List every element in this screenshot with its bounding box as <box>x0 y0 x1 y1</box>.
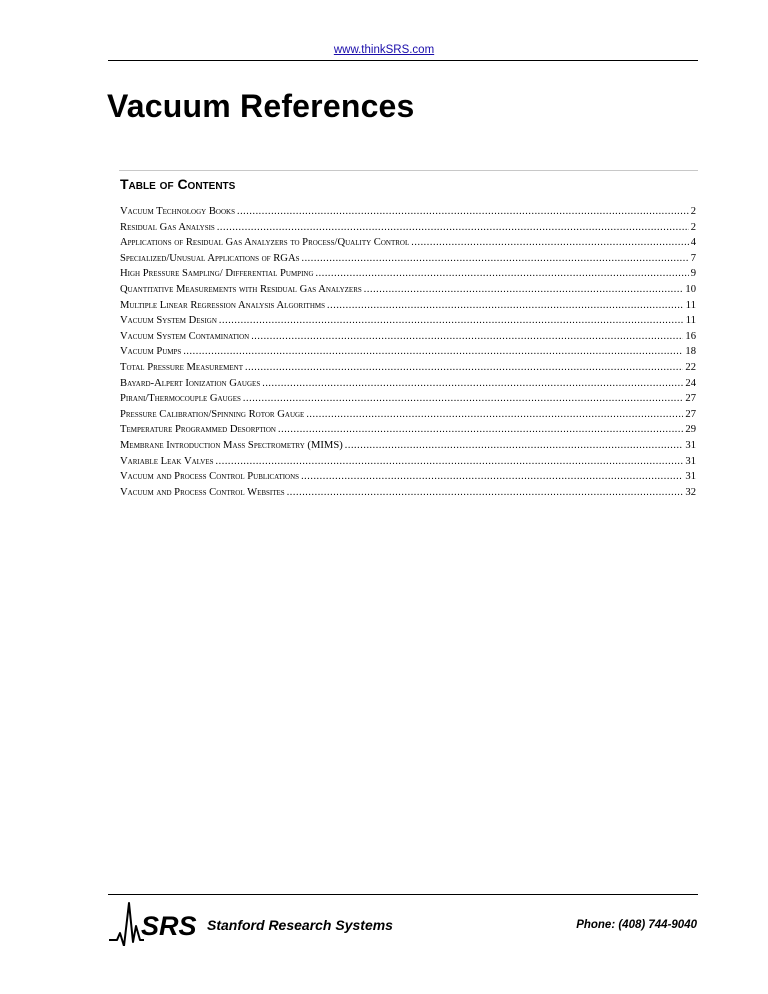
toc-leader <box>251 329 683 345</box>
toc-entry-page: 10 <box>685 283 696 295</box>
toc-entry-label: Pirani/Thermocouple Gauges <box>120 393 241 405</box>
toc-leader <box>262 376 683 392</box>
toc-entry-page: 16 <box>685 330 696 342</box>
toc-entry-label: Temperature Programmed Desorption <box>120 424 276 436</box>
toc-entry-page: 2 <box>690 206 696 217</box>
waveform-icon <box>109 903 144 946</box>
toc-entry[interactable] <box>120 329 696 345</box>
toc-entry-page: 11 <box>685 299 696 311</box>
toc-entry-page: 4 <box>690 237 696 249</box>
toc-entry-label: Bayard-Alpert Ionization Gauges <box>120 377 261 389</box>
toc-leader <box>237 204 689 220</box>
toc-entry[interactable] <box>120 204 696 220</box>
toc-leader <box>278 422 683 438</box>
toc-entry-page: 11 <box>685 315 696 327</box>
toc-entry-label: Vacuum System Contamination <box>120 330 250 342</box>
toc-leader <box>364 282 684 298</box>
toc-entry[interactable] <box>120 235 696 251</box>
toc-entry-page: 24 <box>685 377 696 389</box>
toc-entry-label: Vacuum Pumps <box>120 346 182 358</box>
toc-divider <box>119 170 698 171</box>
toc-entry-page: 32 <box>685 486 696 498</box>
toc-leader <box>327 298 684 314</box>
phone-number: Phone: (408) 744-9040 <box>576 919 697 931</box>
toc-entry-label: Multiple Linear Regression Analysis Algorithms <box>120 299 326 311</box>
toc-entry-label: Specialized/Unusual Applications of RGAs <box>120 252 300 264</box>
toc-leader <box>243 391 684 407</box>
toc-entry-page: 31 <box>685 471 696 483</box>
toc-entry-label: Variable Leak Valves <box>120 455 214 467</box>
toc-entry-page: 18 <box>685 346 696 358</box>
toc-entry-page: 7 <box>690 252 696 264</box>
toc-entry[interactable] <box>120 422 696 438</box>
toc-entry[interactable] <box>120 407 696 423</box>
toc-leader <box>217 220 689 236</box>
toc-entry-label: Vacuum and Process Control Websites <box>120 486 285 498</box>
toc-entry-label: Applications of Residual Gas Analyzers to Process/Quality Control <box>120 237 410 249</box>
toc-leader <box>345 438 684 454</box>
toc-entry[interactable] <box>120 220 696 236</box>
toc-entry[interactable] <box>120 266 696 282</box>
toc-entry-page: 29 <box>685 424 696 436</box>
toc-entry-label: Vacuum Technology Books <box>120 206 235 217</box>
toc-entry-label: Membrane Introduction Mass Spectrometry (MIMS) <box>120 439 343 451</box>
toc-entry-label: Residual Gas Analysis <box>120 221 215 233</box>
toc-heading: Table of Contents <box>120 176 236 192</box>
toc-entry-label: Quantitative Measurements with Residual Gas Analyzers <box>120 283 362 295</box>
toc-leader <box>245 360 683 376</box>
toc-entry-label: Vacuum System Design <box>120 315 217 327</box>
toc-entry-page: 27 <box>685 408 696 420</box>
toc-entry-label: Pressure Calibration/Spinning Rotor Gauge <box>120 408 305 420</box>
logo-lettering: SRS <box>141 911 197 941</box>
toc-leader <box>183 344 683 360</box>
toc-entry-label: Total Pressure Measurement <box>120 361 243 373</box>
toc-entry-page: 31 <box>685 439 696 451</box>
toc-entry[interactable] <box>120 438 696 454</box>
toc-entry-label: High Pressure Sampling/ Differential Pumping <box>120 268 314 280</box>
page-title: Vacuum References <box>107 88 415 124</box>
toc-entry[interactable] <box>120 344 696 360</box>
toc-leader <box>306 407 683 423</box>
toc-entry-label: Vacuum and Process Control Publications <box>120 471 300 483</box>
toc-entry[interactable] <box>120 298 696 314</box>
footer-divider <box>108 894 698 895</box>
toc-entry[interactable] <box>120 313 696 329</box>
toc-entry[interactable] <box>120 360 696 376</box>
toc-leader <box>411 235 688 251</box>
toc-entry[interactable] <box>120 376 696 392</box>
srs-logo <box>108 900 202 946</box>
toc-entry[interactable] <box>120 391 696 407</box>
toc-leader <box>301 251 688 267</box>
toc-leader <box>287 485 684 501</box>
toc-entry[interactable] <box>120 485 696 501</box>
toc-entry[interactable] <box>120 282 696 298</box>
toc-entry-page: 9 <box>690 268 696 280</box>
toc-leader <box>219 313 684 329</box>
toc-leader <box>316 266 689 282</box>
toc-leader <box>301 469 683 485</box>
website-link[interactable]: www.thinkSRS.com <box>333 44 435 56</box>
toc-entry-page: 22 <box>685 361 696 373</box>
company-name: Stanford Research Systems <box>207 917 393 933</box>
toc-entry-page: 27 <box>685 393 696 405</box>
toc-entry[interactable] <box>120 454 696 470</box>
toc-entry[interactable] <box>120 251 696 267</box>
table-of-contents <box>120 204 696 500</box>
header-divider <box>108 60 698 61</box>
toc-entry[interactable] <box>120 469 696 485</box>
toc-leader <box>216 454 684 470</box>
toc-entry-page: 31 <box>685 455 696 467</box>
toc-entry-page: 2 <box>690 221 696 233</box>
